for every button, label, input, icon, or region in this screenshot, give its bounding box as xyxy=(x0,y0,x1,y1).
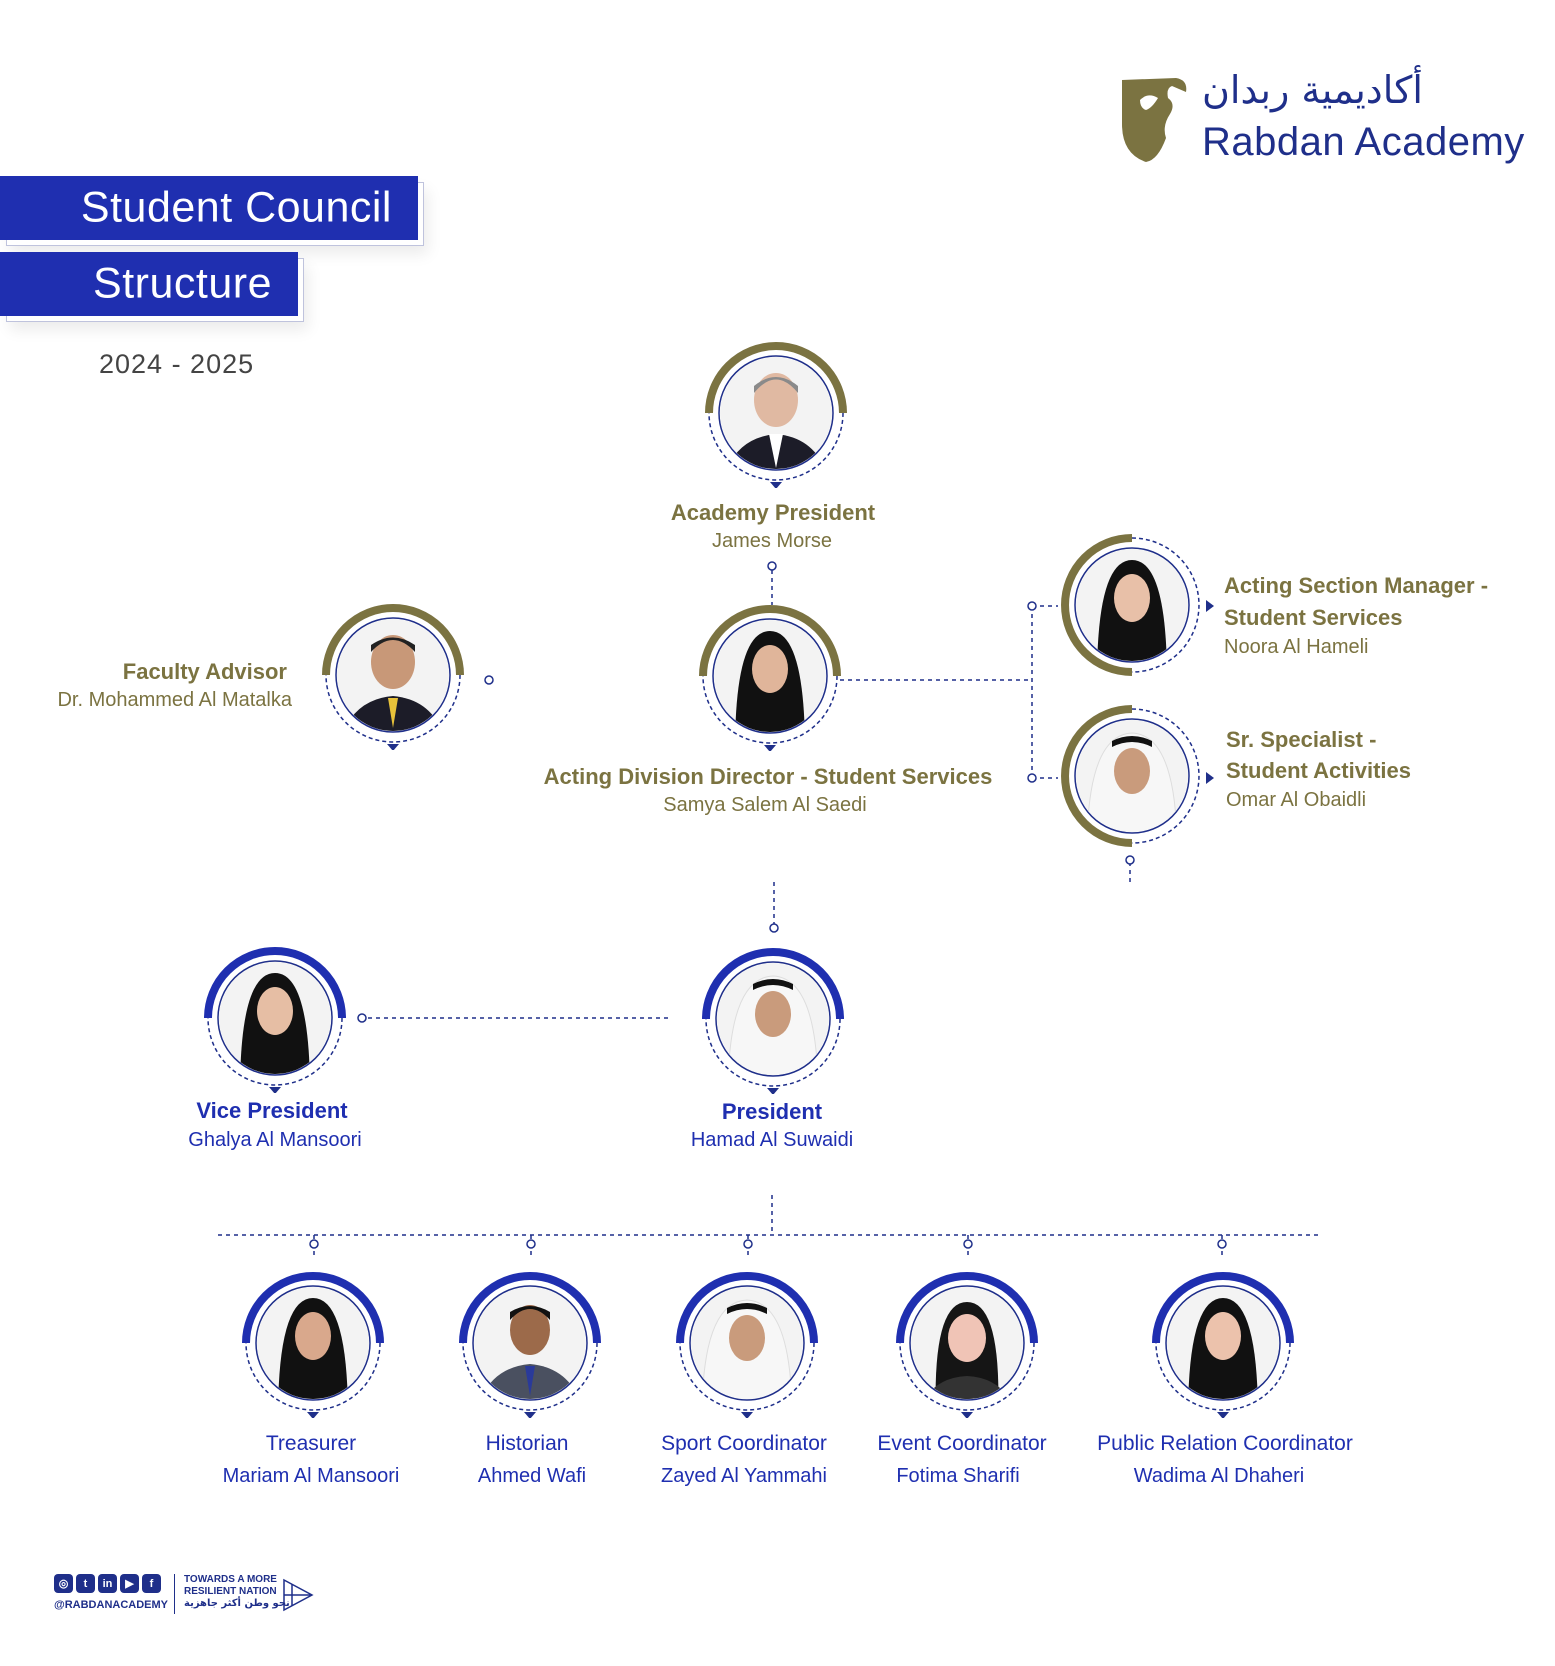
sr-specialist-role-line2: Student Activities xyxy=(1226,758,1411,783)
historian-name: Ahmed Wafi xyxy=(477,1465,587,1487)
division-director-portrait xyxy=(695,601,845,751)
public-relation-coordinator-name: Wadima Al Dhaheri xyxy=(1133,1465,1305,1487)
academy-president-role: Academy President xyxy=(670,500,876,525)
title-bar-line2 xyxy=(0,252,298,316)
footer-divider xyxy=(174,1574,175,1614)
public-relation-coordinator-portrait xyxy=(1148,1268,1298,1418)
historian-portrait xyxy=(455,1268,605,1418)
social-handle[interactable]: @RABDANACADEMY xyxy=(54,1599,169,1611)
page-title-line2: Structure xyxy=(93,259,272,308)
vice-president-portrait xyxy=(200,943,350,1093)
resilient-nation-icon xyxy=(282,1578,314,1612)
academy-president-name: James Morse xyxy=(711,530,833,552)
social-icons xyxy=(54,1574,164,1593)
section-manager-role-line1: Acting Section Manager - xyxy=(1224,573,1489,598)
slogan xyxy=(184,1574,290,1610)
historian-role: Historian xyxy=(485,1432,569,1455)
slogan-arabic: نحو وطن أكثر جاهزية xyxy=(184,1598,290,1609)
sport-coordinator-role: Sport Coordinator xyxy=(661,1432,827,1455)
sr-specialist-name: Omar Al Obaidli xyxy=(1226,789,1367,811)
page-title-line1: Student Council xyxy=(80,183,392,232)
president-role: President xyxy=(721,1099,823,1124)
slogan-line1: TOWARDS A MORE xyxy=(184,1574,277,1585)
faculty-advisor-portrait xyxy=(318,600,468,750)
rabdan-logo-icon xyxy=(1118,74,1190,164)
division-director-name: Samya Salem Al Saedi xyxy=(663,794,867,816)
section-manager-name: Noora Al Hameli xyxy=(1224,636,1369,658)
vice-president-role: Vice President xyxy=(196,1098,348,1123)
twitter-icon[interactable]: t xyxy=(76,1574,95,1593)
facebook-icon[interactable]: f xyxy=(142,1574,161,1593)
brand-name-english: Rabdan Academy xyxy=(1202,120,1525,164)
treasurer-portrait xyxy=(238,1268,388,1418)
youtube-icon[interactable]: ▶ xyxy=(120,1574,139,1593)
faculty-advisor-name: Dr. Mohammed Al Matalka xyxy=(57,689,292,711)
sr-specialist-portrait xyxy=(1057,701,1207,851)
treasurer-name: Mariam Al Mansoori xyxy=(222,1465,400,1487)
president-name: Hamad Al Suwaidi xyxy=(690,1129,854,1151)
event-coordinator-role: Event Coordinator xyxy=(877,1432,1047,1455)
section-manager-portrait xyxy=(1057,530,1207,680)
academy-president-portrait xyxy=(701,338,851,488)
brand-name-arabic: أكاديمية ربدان xyxy=(1202,68,1423,112)
linkedin-icon[interactable]: in xyxy=(98,1574,117,1593)
event-coordinator-name: Fotima Sharifi xyxy=(896,1465,1020,1487)
title-bar-line1 xyxy=(0,176,418,240)
event-coordinator-portrait xyxy=(892,1268,1042,1418)
faculty-advisor-role: Faculty Advisor xyxy=(122,659,287,684)
year-range: 2024 - 2025 xyxy=(99,349,255,379)
division-director-role: Acting Division Director - Student Services xyxy=(543,764,993,789)
public-relation-coordinator-role: Public Relation Coordinator xyxy=(1097,1432,1353,1455)
sport-coordinator-portrait xyxy=(672,1268,822,1418)
vice-president-name: Ghalya Al Mansoori xyxy=(188,1129,362,1151)
sr-specialist-role-line1: Sr. Specialist - xyxy=(1226,727,1377,752)
sport-coordinator-name: Zayed Al Yammahi xyxy=(660,1465,828,1487)
slogan-line2: RESILIENT NATION xyxy=(184,1586,277,1597)
instagram-icon[interactable]: ◎ xyxy=(54,1574,73,1593)
section-manager-role-line2: Student Services xyxy=(1224,605,1403,630)
treasurer-role: Treasurer xyxy=(265,1432,357,1455)
president-portrait xyxy=(698,944,848,1094)
